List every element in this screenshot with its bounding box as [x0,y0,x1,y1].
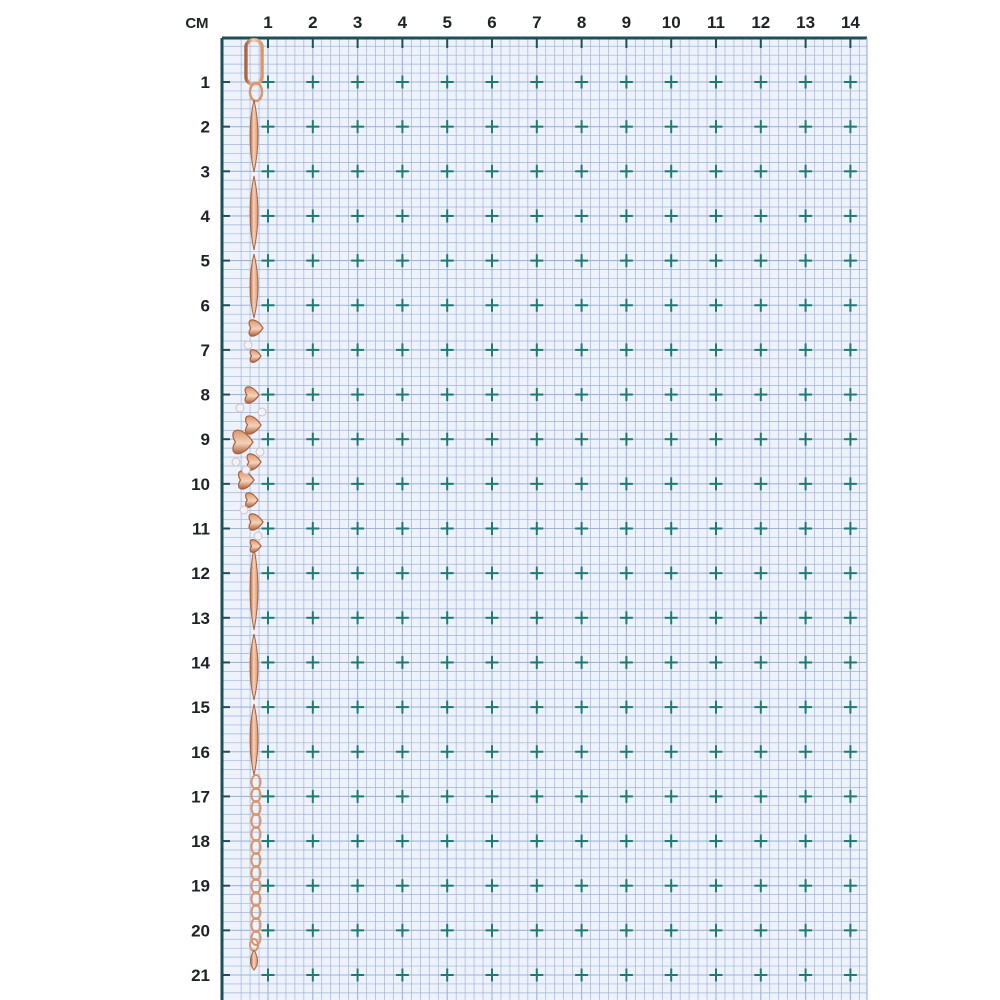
y-axis-tick-label: 2 [200,117,210,137]
x-axis-tick-label: 10 [661,13,681,32]
y-axis-tick-label: 12 [191,564,210,584]
y-axis-tick-label: 20 [191,921,210,941]
crystal-stone [258,408,266,416]
y-axis-tick-label: 3 [200,162,210,182]
x-axis-tick-label: 8 [576,13,587,32]
y-axis-tick-label: 19 [191,876,210,896]
x-axis-tick-label: 7 [532,13,542,32]
y-axis-tick-label: 9 [200,430,210,450]
x-axis-tick-label: 2 [308,13,318,32]
crystal-stone [242,466,250,474]
y-axis-tick-label: 18 [191,832,210,852]
crystal-stone [236,404,244,412]
y-axis-tick-label: 16 [191,742,210,762]
y-axis-tick-label: 6 [200,296,210,316]
crystal-stone [254,532,262,540]
y-axis-tick-label: 21 [191,966,210,985]
y-axis-tick-label: 17 [191,787,210,807]
y-axis-tick-label: 13 [191,608,210,628]
crystal-stone [256,448,264,456]
crystal-stone [232,458,240,466]
x-axis-tick-label: 12 [751,13,771,32]
y-axis-tick-label: 10 [191,474,210,494]
x-axis-tick-label: 5 [442,13,452,32]
y-axis-tick-label: 5 [200,251,210,271]
x-axis-tick-label: 9 [621,13,632,32]
y-axis-tick-label: 7 [200,340,210,360]
crystal-stone [240,506,248,514]
crystal-stone [244,341,252,349]
y-axis-tick-label: 11 [192,519,210,539]
x-axis-tick-label: 11 [707,13,725,32]
x-axis-tick-label: 13 [796,13,816,32]
unit-label: СМ [185,15,209,32]
y-axis-tick-label: 14 [191,653,210,673]
graph-paper [222,38,867,1000]
x-axis-tick-label: 6 [487,13,497,32]
x-axis-tick-label: 1 [263,13,273,32]
y-axis-tick-label: 4 [200,206,210,226]
y-axis-tick-label: 8 [200,385,210,405]
x-axis-tick-label: 3 [352,13,363,32]
x-axis-tick-label: 14 [840,13,860,32]
y-axis-tick-label: 15 [191,698,210,718]
y-axis-tick-label: 1 [200,73,210,92]
x-axis-tick-label: 4 [397,13,408,32]
